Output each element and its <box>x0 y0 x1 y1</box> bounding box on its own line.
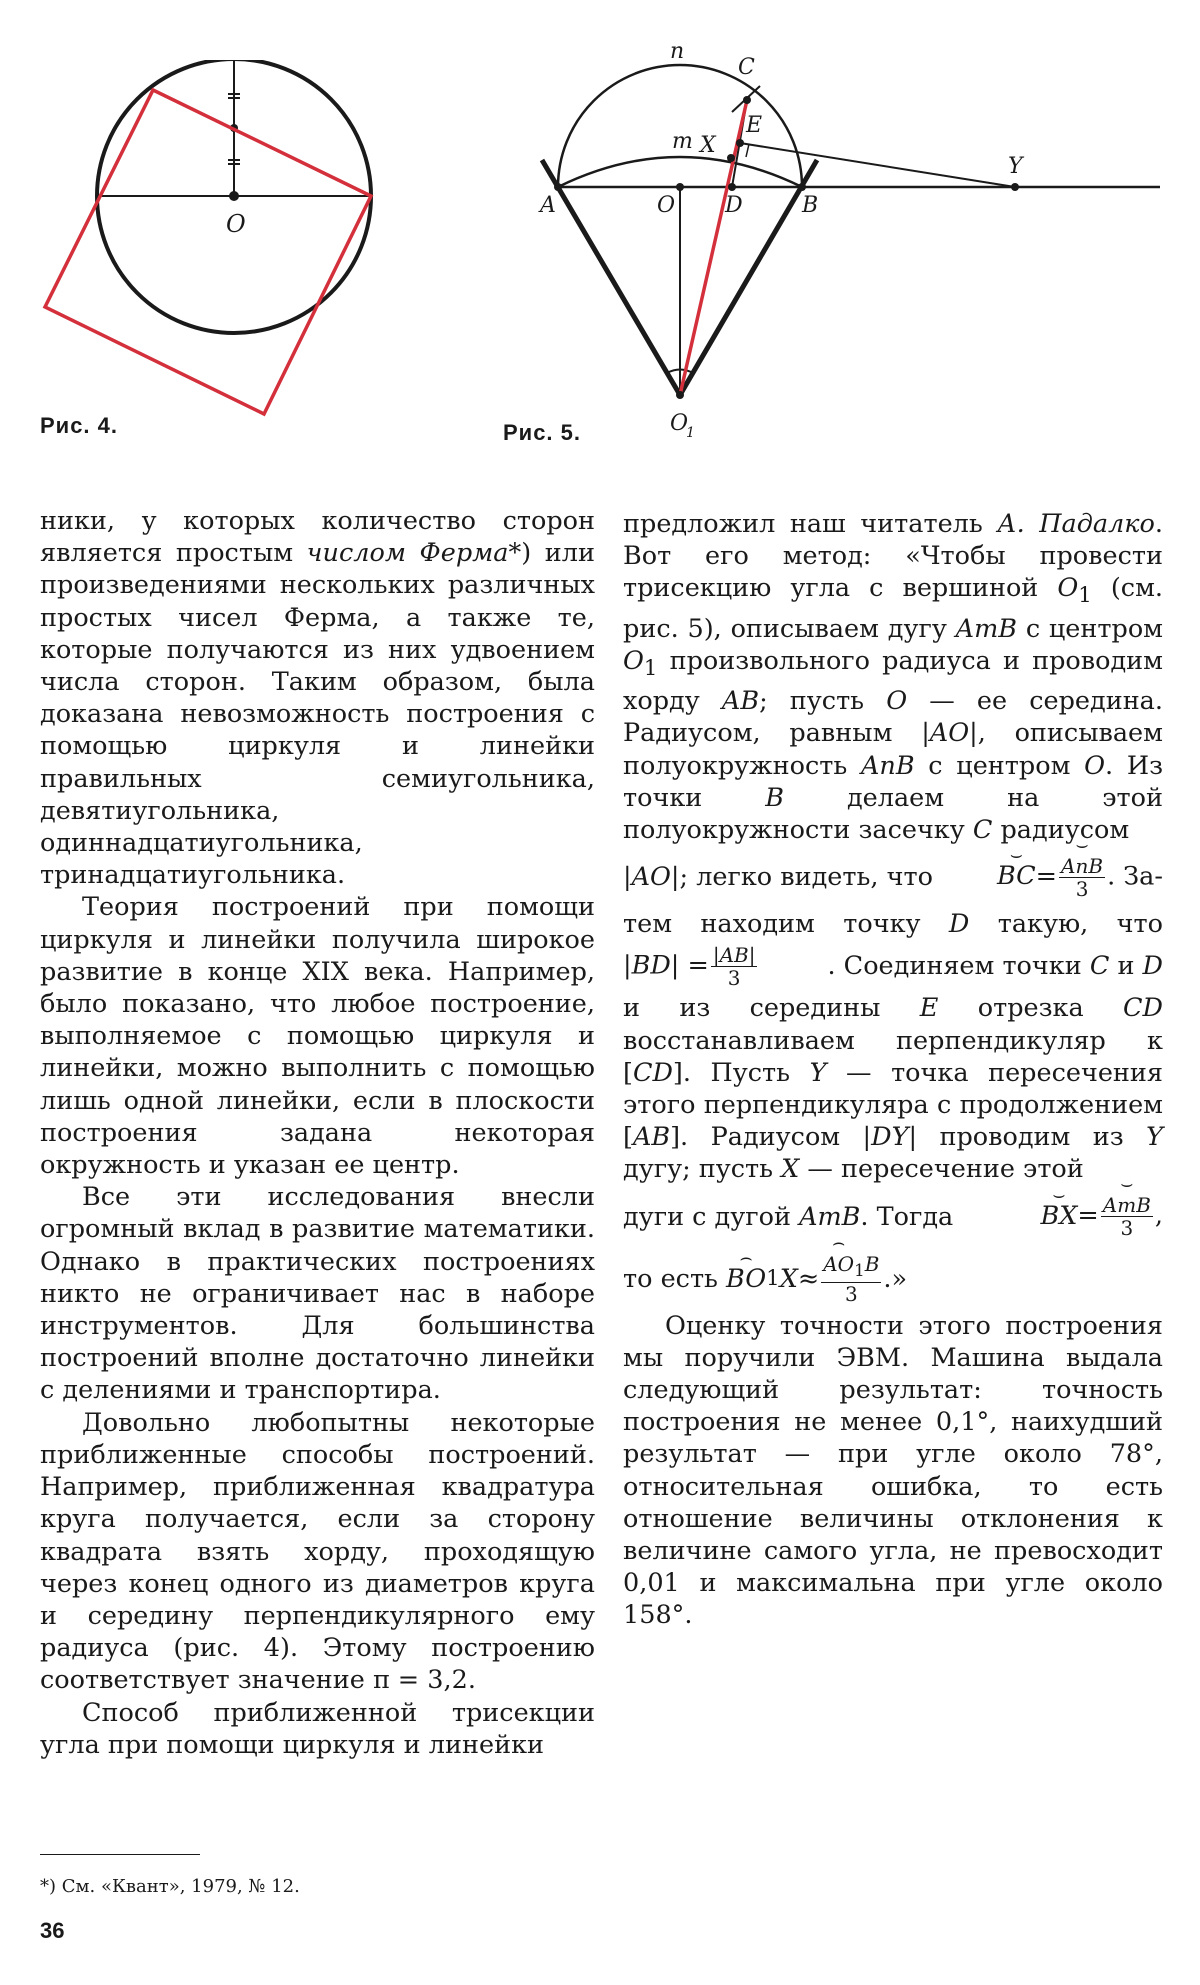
text-fragment: . Соединяем точки <box>827 951 1082 982</box>
figure-5-caption: Рис. 5. <box>503 420 582 445</box>
text-fragment: 1 <box>643 656 658 681</box>
emphasis: числом Ферма <box>306 538 509 569</box>
math-symbol: E <box>919 993 939 1024</box>
formula-line <box>623 1186 1163 1248</box>
paragraph <box>623 508 1163 846</box>
text-fragment: восстанавливаем перпендикуляр к [ <box>623 1025 1163 1088</box>
point-O <box>676 183 684 191</box>
approximate-square <box>45 90 371 414</box>
label-O1-subscript: 1 <box>686 425 695 441</box>
math-symbol: BD <box>631 950 671 981</box>
left-column <box>40 505 595 1761</box>
label-m: m <box>672 129 693 154</box>
text-fragment <box>1059 855 1105 900</box>
math-symbol: |AB| <box>712 942 756 967</box>
text-fragment: дуги с дугой <box>623 1201 791 1232</box>
point-A <box>554 183 562 191</box>
text-fragment: = <box>1035 861 1058 892</box>
math-symbol: D <box>948 909 970 940</box>
math-symbol: AmB <box>955 613 1018 644</box>
arc-AmB <box>558 157 802 187</box>
paragraph: Все эти исследования внесли огромный вклад в развитие математики. Однако в практических построениях никто не ограничивает нас в наборе инструментов. Для большинства построений вполне достаточно линейки с делениями и транспортира. <box>40 1182 595 1406</box>
text-fragment: и из середины <box>623 993 881 1024</box>
text-fragment: 1 <box>766 1265 780 1291</box>
text-fragment: или произведениями нескольких различных простых чисел Ферма, а также те, которые получаются из них удвоением числа сторон. Таким образом, была доказана невозможность построения с помощью циркуля и линейки правильных семиугольника, девятиугольника, одиннадцатиугольника, тринадцатиугольника. <box>40 538 595 891</box>
text-fragment: то есть <box>623 1263 718 1294</box>
text-fragment: такую, <box>997 909 1089 940</box>
math-symbol: AmB <box>799 1201 861 1232</box>
text-fragment: находим <box>700 909 815 940</box>
math-symbol: ⌣ AnB <box>1059 855 1105 878</box>
math-symbol: AO <box>631 862 671 893</box>
paragraph <box>623 992 1163 1185</box>
point-Y <box>1011 183 1019 191</box>
text-fragment: . Тогда <box>860 1201 954 1232</box>
label-O1: O <box>670 411 689 436</box>
text-fragment: произвольного радиуса и проводим хорду <box>623 645 1163 717</box>
label-n: n <box>670 39 685 64</box>
text-fragment <box>623 861 933 893</box>
math-symbol: DY <box>871 1122 909 1153</box>
math-symbol: D <box>1142 951 1163 982</box>
text-fragment: с центром <box>928 750 1071 781</box>
text-fragment: радиусом <box>1000 815 1130 846</box>
text-fragment <box>827 950 1163 982</box>
text-fragment <box>623 944 759 989</box>
label-O: O <box>657 193 676 218</box>
point-B <box>798 183 806 191</box>
text-fragment: 3 <box>1120 1216 1134 1241</box>
math-symbol: Y <box>809 1057 827 1088</box>
right-column <box>623 508 1163 1632</box>
figure-5 <box>520 30 1170 450</box>
text-fragment <box>997 855 1163 900</box>
math-symbol: C <box>1089 951 1110 982</box>
math-symbol: CD <box>1123 993 1163 1024</box>
text-fragment: — пересечение этой <box>807 1154 1084 1185</box>
point-D <box>728 183 736 191</box>
label-B: B <box>802 193 819 218</box>
footnote-mark: *) <box>508 538 532 569</box>
text-fragment: | <box>623 862 632 893</box>
text-fragment: 3 <box>1075 876 1089 901</box>
paragraph <box>40 505 595 891</box>
text-fragment: делаем на этой полуокружности засечку <box>623 782 1163 846</box>
label-O: O <box>226 210 246 238</box>
text-fragment: дугу; пусть <box>623 1154 774 1185</box>
math-symbol: X <box>779 1263 798 1294</box>
text-fragment: | проводим из <box>908 1122 1124 1153</box>
text-fragment: (см. рис. 5), описываем дугу <box>623 573 1164 644</box>
text-fragment: |; легко видеть, что <box>670 862 933 893</box>
formula-line <box>623 940 1163 992</box>
text-fragment: = <box>1077 1200 1099 1231</box>
math-symbol: AB <box>721 686 760 717</box>
text-fragment: | = <box>670 950 709 981</box>
footnote-rule <box>40 1854 200 1855</box>
text-fragment <box>1041 1194 1164 1239</box>
formula-line <box>623 846 1163 908</box>
paragraph: Оценку точности этого построения мы поручили ЭВМ. Машина выдала следующий результат: точность построения не менее 0,1°, наихудший результат — при угле около 78°, относительная ошибка, то есть отношение величины отклонения к величине самого угла, не превосходит 0,01 и максимальна при угле около 158°. <box>623 1310 1163 1631</box>
text-fragment: ]. Пусть <box>672 1057 791 1088</box>
math-symbol: CD <box>632 1057 673 1088</box>
paragraph: Способ приближенной трисекции угла при помощи циркуля и линейки <box>40 1697 595 1760</box>
text-fragment: — ее середина. Радиусом, равным | <box>623 686 1163 749</box>
author: А. Падалко <box>997 509 1155 539</box>
text-fragment: тем <box>623 909 673 940</box>
paragraph: Теория построений при помощи циркуля и линейки получила широкое развитие в конце XIX века. Например, было показано, что любое построение, выполняемое с помощью циркуля и линейки, можно выполнить с помощью лишь одной линейки, если в плоскости построения задана некоторая окружность и указан ее центр. <box>40 892 595 1181</box>
point-C <box>743 96 751 104</box>
math-symbol: ⌣ AmB <box>1101 1194 1153 1217</box>
math-symbol: B <box>864 1251 880 1276</box>
point-E <box>736 139 744 147</box>
text-fragment: 1 <box>1078 583 1092 609</box>
math-symbol: O <box>886 686 908 717</box>
math-symbol: AO <box>929 718 970 749</box>
math-symbol: AnB <box>860 750 915 781</box>
right-angle-mark <box>746 144 749 157</box>
math-symbol: X <box>781 1154 800 1185</box>
math-symbol: ⌢ AO <box>823 1253 854 1275</box>
point-X <box>727 154 735 162</box>
point-O1 <box>676 391 684 399</box>
center-point <box>229 191 239 201</box>
label-Y: Y <box>1008 154 1023 179</box>
text-fragment: — точка пересечения этого перпендикуляра с продолжением [ <box>623 1057 1163 1153</box>
math-symbol: C <box>972 815 993 846</box>
text-fragment <box>821 1253 881 1283</box>
text-fragment: 1 <box>854 1260 865 1280</box>
math-symbol: ⌢ BO <box>726 1263 766 1295</box>
math-symbol: ⌣ BX <box>1041 1200 1078 1232</box>
text-fragment: ники, у которых количество сторон является простым <box>40 506 595 569</box>
side-O1B <box>680 160 817 395</box>
text-fragment: . Вот его метод: «Чтобы провести трисекцию угла с вершиной <box>623 509 1163 604</box>
label-X: X <box>700 133 716 158</box>
label-C: C <box>738 55 755 80</box>
text-fragment: | <box>623 950 632 981</box>
figure-4-caption: Рис. 4. <box>40 413 119 438</box>
text-fragment: отрезка <box>977 993 1084 1024</box>
text-fragment <box>711 944 758 989</box>
text-fragment: с центром <box>1025 613 1164 644</box>
text-fragment: и <box>1117 951 1135 982</box>
math-symbol: O <box>1084 750 1106 781</box>
text-line <box>623 908 1163 940</box>
text-fragment: предложил наш читатель <box>623 509 983 539</box>
math-symbol: AB <box>632 1122 671 1153</box>
page-number: 36 <box>40 1918 65 1943</box>
footnote: *) См. «Квант», 1979, № 12. <box>40 1876 300 1897</box>
text-fragment: 3 <box>727 965 741 990</box>
math-symbol: ⌣ BC <box>997 860 1036 892</box>
math-symbol: Y <box>1146 1122 1163 1153</box>
text-fragment: , <box>1154 1200 1163 1231</box>
text-fragment <box>1101 1194 1153 1239</box>
semicircle-AnB <box>558 65 802 187</box>
label-E: E <box>746 113 763 138</box>
text-fragment: 3 <box>844 1281 858 1306</box>
text-fragment: ≈ <box>797 1263 820 1294</box>
text-fragment: . Из точки <box>623 750 1164 813</box>
text-fragment <box>821 1253 881 1305</box>
text-fragment: . За- <box>1107 861 1163 892</box>
label-D: D <box>725 193 743 218</box>
math-symbol: B <box>765 782 784 813</box>
math-symbol: O <box>1057 573 1079 604</box>
text-fragment: ; пусть <box>759 686 865 717</box>
paragraph: Довольно любопытны некоторые приближенные способы построений. Например, приближенная квадратура круга получается, если за сторону квадрата взять хорду, проходящую через конец одного из диаметров круга и середину перпендикулярного ему радиуса (рис. 4). Этому построению соответствует значение π = 3,2. <box>40 1407 595 1696</box>
figure-4 <box>28 60 418 460</box>
math-symbol: O <box>623 645 644 676</box>
text-fragment: что <box>1116 909 1163 940</box>
text-fragment: .» <box>883 1263 908 1294</box>
text-fragment: |, описываем полуокружность <box>623 718 1163 781</box>
formula-line <box>623 1248 1163 1310</box>
text-fragment: точку <box>843 909 921 940</box>
text-fragment <box>623 1201 953 1233</box>
perpendicular-EY <box>740 143 1015 187</box>
text-fragment: ]. Радиусом | <box>670 1122 872 1153</box>
label-A: A <box>540 193 556 218</box>
